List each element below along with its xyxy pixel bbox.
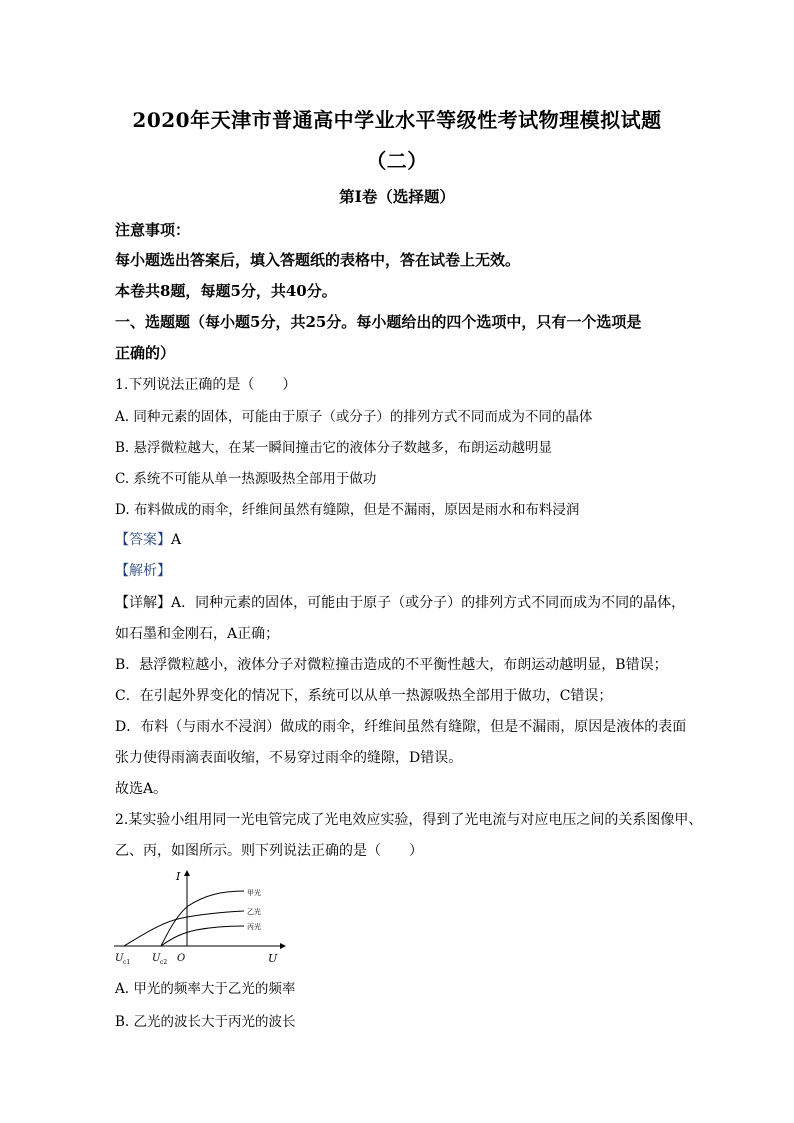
uc2-label: U: [152, 953, 161, 964]
q1-stem: 1.下列说法正确的是（ ）: [115, 377, 297, 393]
q1-conclusion: 故选A。: [115, 781, 168, 797]
photoelectric-iu-figure: [110, 866, 290, 970]
uc2-subscript: c2: [160, 959, 168, 966]
q1-option-a: A. 同种元素的固体，可能由于原子（或分子）的排列方式不同而成为不同的晶体: [115, 409, 593, 425]
q1-detail-1: 【详解】A．同种元素的固体，可能由于原子（或分子）的排列方式不同而成为不同的晶体，: [115, 595, 686, 611]
curve-yi: [124, 911, 244, 946]
q1-option-b: B. 悬浮微粒越大，在某一瞬间撞击它的液体分子数越多，布朗运动越明显: [115, 440, 553, 456]
q1-detail-5: D．布料（与雨水不浸润）做成的雨伞，纤维间虽然有缝隙，但是不漏雨，原因是液体的表面: [115, 719, 687, 735]
uc1-subscript: c1: [123, 959, 131, 966]
q2-stem-2: 乙、丙，如图所示。则下列说法正确的是（ ）: [115, 843, 423, 859]
q1-detail-3: B．悬浮微粒越小，液体分子对微粒撞击造成的不平衡性越大，布朗运动越明显，B错误；: [115, 657, 668, 673]
answer-value: A: [171, 532, 182, 548]
y-axis-label: I: [176, 870, 181, 883]
y-axis-arrow: [184, 870, 190, 876]
notice-heading: 注意事项：: [115, 221, 191, 239]
exam-title: 2020年天津市普通高中学业水平等级性考试物理模拟试题: [132, 108, 662, 132]
q2-option-a: A. 甲光的频率大于乙光的频率: [115, 981, 296, 997]
q2-option-b: B. 乙光的波长大于丙光的波长: [115, 1014, 296, 1030]
part1-instruction-2: 正确的）: [115, 344, 176, 362]
q1-detail-4: C．在引起外界变化的情况下，系统可以从单一热源吸热全部用于做功，C错误；: [115, 688, 613, 704]
q1-option-d: D. 布料做成的雨伞，纤维间虽然有缝隙，但是不漏雨，原因是雨水和布料浸润: [115, 502, 580, 518]
x-axis-arrow: [280, 943, 286, 949]
notice-line-1: 每小题选出答案后，填入答题纸的表格中，答在试卷上无效。: [115, 251, 521, 269]
section-heading: 第Ⅰ卷（选择题）: [339, 187, 455, 206]
answer-tag: 【答案】: [115, 532, 171, 548]
curve-bing: [161, 926, 244, 946]
q1-detail-2: 如石墨和金刚石，A正确；: [115, 626, 280, 642]
q1-answer-row: [115, 529, 181, 549]
exam-subtitle: （二）: [366, 149, 428, 173]
notice-line-2: 本卷共8题，每题5分，共40分。: [115, 282, 337, 300]
curve-jia-label: 甲光: [247, 889, 261, 897]
part1-instruction-1: 一、选题题（每小题5分，共25分。每小题给出的四个选项中，只有一个选项是: [115, 313, 642, 331]
analysis-tag: 【解析】: [115, 563, 171, 579]
q1-option-c: C. 系统不可能从单一热源吸热全部用于做功: [115, 471, 377, 487]
curve-bing-label: 丙光: [247, 923, 261, 931]
x-axis-label: U: [268, 952, 278, 965]
q1-detail-6: 张力使得雨滴表面收缩，不易穿过雨伞的缝隙，D错误。: [115, 750, 463, 766]
curve-yi-label: 乙光: [247, 908, 261, 916]
uc1-label: U: [115, 953, 124, 964]
q2-stem-1: 2.某实验小组用同一光电管完成了光电效应实验，得到了光电流与对应电压之间的关系图像甲、: [115, 812, 703, 828]
origin-label: O: [177, 953, 186, 964]
